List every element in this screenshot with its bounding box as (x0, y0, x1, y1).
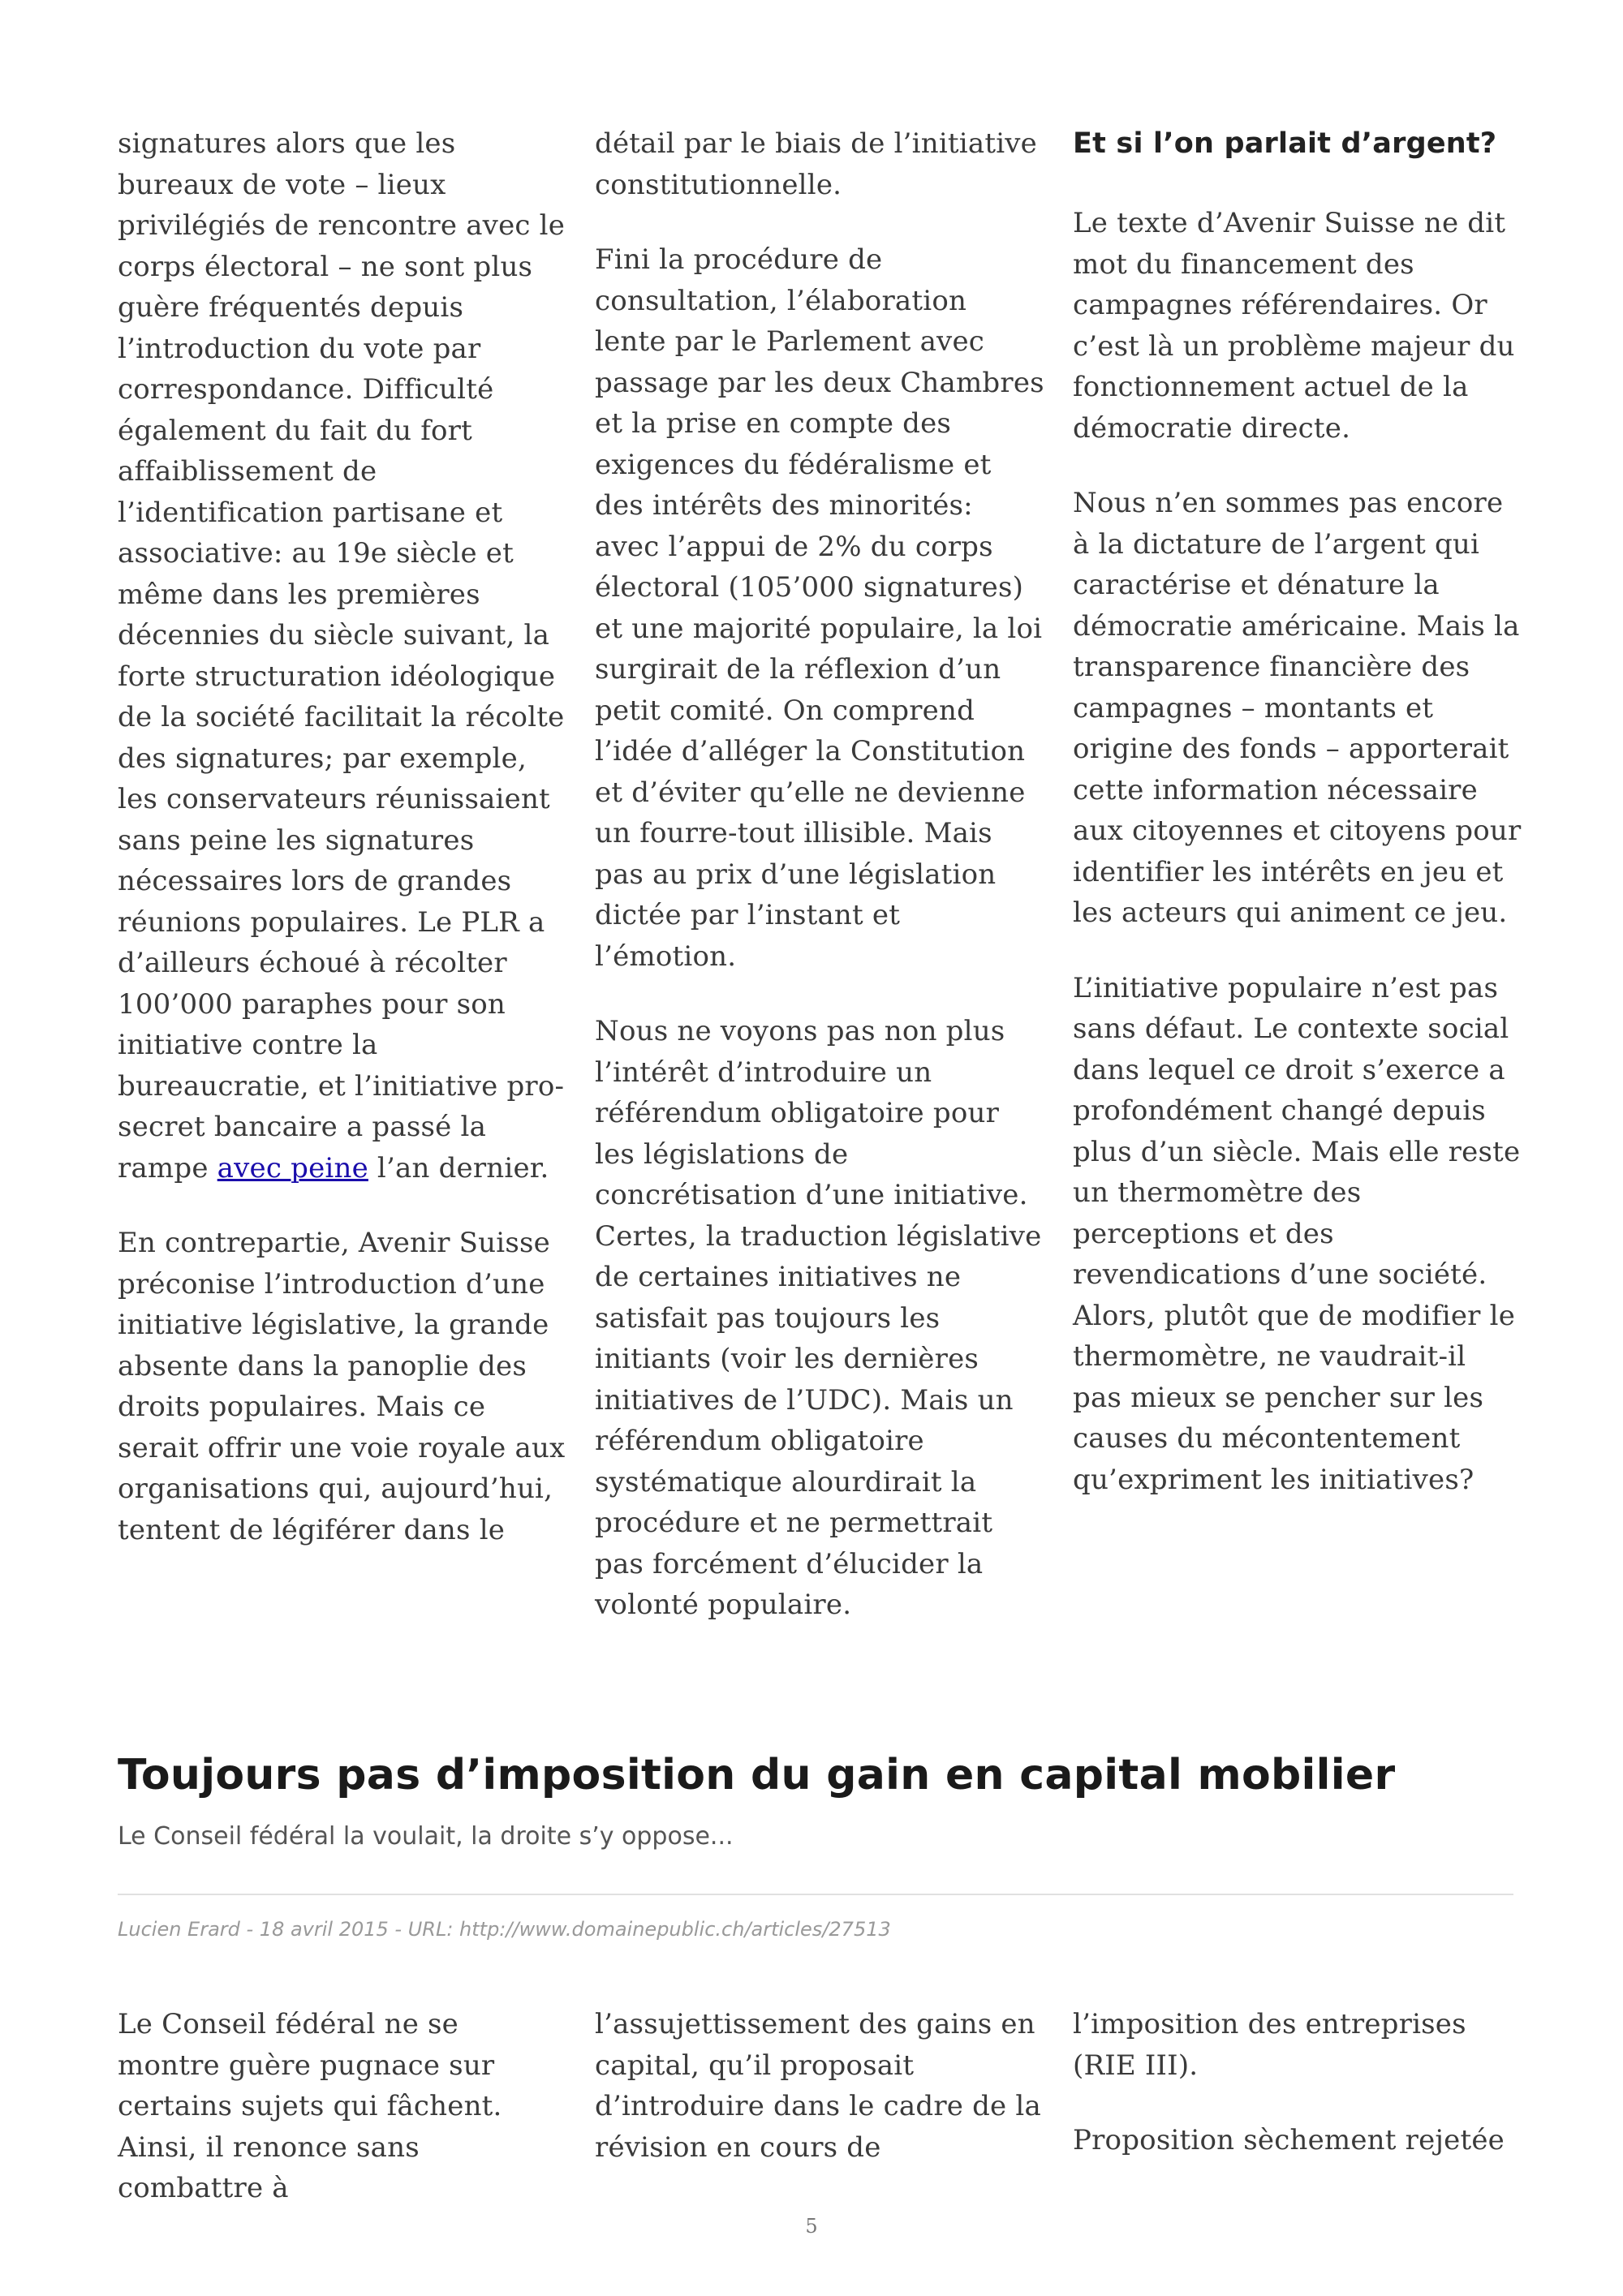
article2-col1-paragraph-1: Le Conseil fédéral ne se montre guère pugnace sur certains sujets qui fâchent. Ainsi, il renonce sans combattre à (118, 2008, 502, 2204)
article2-column-2 (595, 2004, 1045, 2168)
divider (118, 1894, 1513, 1895)
article-title: Toujours pas d’imposition du gain en capital mobilier (118, 1751, 1396, 1799)
section-heading: Et si l’on parlait d’argent? (1073, 127, 1497, 160)
avec-peine-link[interactable]: avec peine (217, 1151, 368, 1185)
article2-column-1 (118, 2004, 568, 2209)
article2-column-3 (1073, 2004, 1523, 2161)
article1-col3-paragraph-1: Le texte d’Avenir Suisse ne dit mot du financement des campagnes référendaires. Or c’est là un problème majeur du fonctionnement actuel de la démocratie directe. (1073, 207, 1515, 445)
article1-col1-p1-text-end: l’an dernier. (368, 1151, 549, 1185)
article1-col2-paragraph-2: Fini la procédure de consultation, l’élaboration lente par le Parlement avec passage par les deux Chambres et la prise en compte des exigences du fédéralisme et des intérêts des minorités: avec l’appui de 2% du corps électoral (105’000 signatures) et une majorité populaire, la loi surgirait de la réflexion d’un petit comité. On comprend l’idée d’alléger la Constitution et d’éviter qu’elle ne devienne un fourre-tout illisible. Mais pas au prix d’une législation dictée par l’instant et l’émotion. (595, 243, 1044, 973)
article1-col1-paragraph-1 (118, 123, 568, 1189)
article1-col3-paragraph-3: L’initiative populaire n’est pas sans défaut. Le contexte social dans lequel ce droit s’exerce a profondément changé depuis plus d’un siècle. Mais elle reste un thermomètre des perceptions et des revendications d’une société. Alors, plutôt que de modifier le thermomètre, ne vaudrait-il pas mieux se pencher sur les causes du mécontentement qu’expriment les initiatives? (1073, 971, 1521, 1496)
article2-col3-paragraph-2: Proposition sèchement rejetée (1073, 2124, 1505, 2156)
article1-col1-paragraph-2: En contrepartie, Avenir Suisse préconise l’introduction d’une initiative législative, la grande absente dans la panoplie des droits populaires. Mais ce serait offrir une voie royale aux organisations qui, aujourd’hui, tentent de légiférer dans le (118, 1227, 566, 1546)
article-byline: Lucien Erard - 18 avril 2015 - URL: http://www.domainepublic.ch/articles/27513 (118, 1918, 891, 1941)
article1-col1-p1-text: signatures alors que les bureaux de vote – lieux privilégiés de rencontre avec le corps électoral – ne sont plus guère fréquentés depuis l’introduction du vote par correspondance. Difficulté également du fait du fort affaiblissement de l’identification partisane et associative: au 19e siècle et même dans les premières décennies du siècle suivant, la forte structuration idéologique de la société facilitait la récolte des signatures; par exemple, les conservateurs réunissaient sans peine les signatures nécessaires lors de grandes réunions populaires. Le PLR a d’ailleurs échoué à récolter 100’000 paraphes pour son initiative contre la bureaucratie, et l’initiative pro-secret bancaire a passé la rampe (118, 127, 566, 1185)
article1-col2-paragraph-1: détail par le biais de l’initiative constitutionnelle. (595, 127, 1038, 201)
article1-column-2 (595, 123, 1045, 1626)
article1-column-3 (1073, 123, 1523, 1500)
article2-col3-paragraph-1: l’imposition des entreprises (RIE III). (1073, 2008, 1466, 2082)
article1-col2-paragraph-3: Nous ne voyons pas non plus l’intérêt d’introduire un référendum obligatoire pour les législations de concrétisation d’une initiative. Certes, la traduction législative de certaines initiatives ne satisfait pas toujours les initiants (voir les dernières initiatives de l’UDC). Mais un référendum obligatoire systématique alourdirait la procédure et ne permettrait pas forcément d’élucider la volonté populaire. (595, 1015, 1042, 1621)
article1-column-1 (118, 123, 568, 1550)
article-lead: Le Conseil fédéral la voulait, la droite s’y oppose... (118, 1822, 734, 1851)
article1-col3-paragraph-2: Nous n’en sommes pas encore à la dictature de l’argent qui caractérise et dénature la démocratie américaine. Mais la transparence financière des campagnes – montants et origine des fonds – apporterait cette information nécessaire aux citoyennes et citoyens pour identifier les intérêts en jeu et les acteurs qui animent ce jeu. (1073, 487, 1522, 929)
page-number: 5 (805, 2215, 818, 2238)
article2-col2-paragraph-1: l’assujettissement des gains en capital, qu’il proposait d’introduire dans le cadre de la révision en cours de (595, 2008, 1041, 2164)
